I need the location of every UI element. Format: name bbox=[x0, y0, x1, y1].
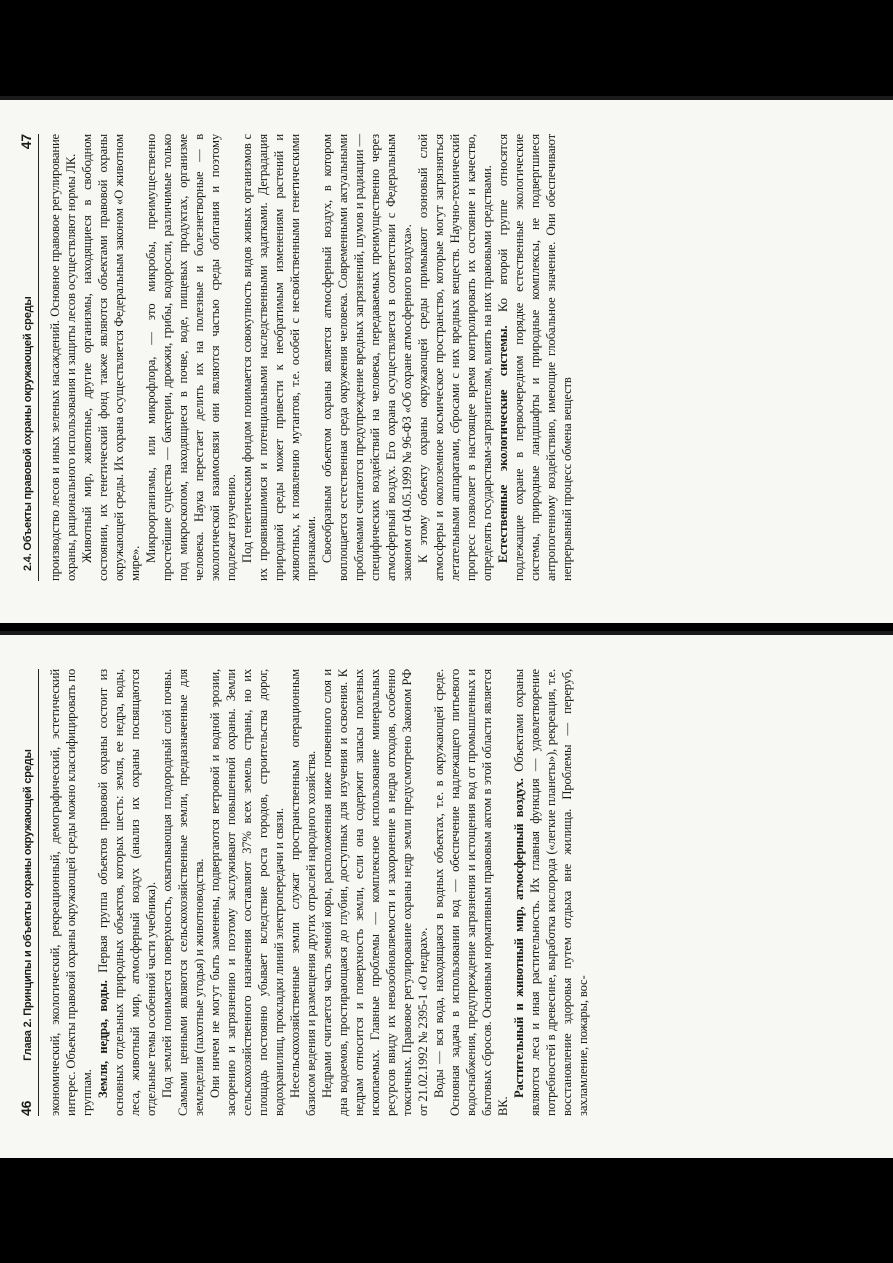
page-number: 47 bbox=[18, 134, 34, 150]
page-46 bbox=[0, 635, 893, 1158]
running-head-title: Глава 2. Принципы и объекты охраны окружающей среды bbox=[22, 749, 34, 1061]
paragraph-text: Первая группа объектов правовой охраны состоит из основных отдельных природных объектов, которых шесть: земля, ее недра, воды, леса, животный мир, атмосферный воздух (анализ их охраны посвящаются отдельные темы особенной части учебника). bbox=[96, 669, 158, 1116]
paragraph bbox=[239, 134, 319, 581]
paragraph bbox=[319, 134, 415, 581]
paragraph bbox=[143, 134, 239, 581]
paragraph-text: Под генетическим фондом понимается совокупность видов живых организмов с их проявившимися и потенциальными наследственными задатками. Деградация природной среды может привести к необратимым изменениям растений и животных, к появлению мутантов, т.е. особей с несвойственными генетическими признаками. bbox=[240, 134, 318, 581]
paragraph-text: Объектами охраны являются леса и иная растительность. Их главная функция — удовлетворение потребностей в древесине, выработка кислорода («легкие планеты»), рекреация, т.е. восстановление здоровья путем отдыха вне жилища. Проблемы — переруб, захламление, пожары, вос- bbox=[512, 669, 590, 1116]
paragraph-text: Они ничем не могут быть заменены, подвергаются ветровой и водной эрозии, засорению и загрязнению и поэтому заслуживают повышенной охраны. Земли сельскохозяйственного назначения составляют 37% всех земель страны, но их площадь постоянно убывает вследствие роста городов, строительства дорог, водохранилищ, прокладки линий электропередачи и связи. bbox=[208, 669, 286, 1116]
paragraph-text: производство лесов и иных зеленых насаждений. Основное правовое регулирование охраны, рационального использования и защиты лесов осуществляют нормы ЛК. bbox=[48, 134, 78, 581]
paragraph-text: Животный мир, животные, другие организмы, находящиеся в свободном состоянии, их генетический фонд также являются объектами правовой охраны окружающей среды. Их охрана осуществляется Федеральным законом «О животном мире». bbox=[80, 134, 142, 581]
paragraph bbox=[287, 669, 319, 1116]
paragraph bbox=[79, 134, 143, 581]
page-47 bbox=[0, 100, 893, 623]
paragraph-text: Ко второй группе относятся подлежащие охране в первоочередном порядке естественные экологические системы, природные ландшафты и природные комплексы, не подвергшиеся антропогенному воздействию, имеющие глобальное значение. Они обеспечивают непрерывный процесс обмена веществ bbox=[496, 134, 574, 581]
body-text bbox=[47, 134, 575, 581]
paragraph-text: Под землей понимается поверхность, охватывающая плодородный слой почвы. Самыми ценными являются сельскохозяйственные земли, предназначенные для земледелия (пахотные угодья) и животноводства. bbox=[160, 669, 206, 1116]
running-head bbox=[18, 669, 39, 1116]
paragraph bbox=[207, 669, 287, 1116]
paragraph-text: Несельскохозяйственные земли служат пространственным операционным базисом ведения и размещения других отраслей народного хозяйства. bbox=[288, 669, 318, 1116]
paragraph bbox=[415, 134, 495, 581]
page-number: 46 bbox=[18, 1100, 34, 1116]
paragraph bbox=[319, 669, 431, 1116]
paragraph bbox=[511, 669, 591, 1116]
paragraph-text: Недрами считается часть земной коры, расположенная ниже почвенного слоя и дна водоемов, простирающаяся до глубин, доступных для изучения и освоения. К недрам относится и поверхность земли, если она содержит запасы полезных ископаемых. Главные проблемы — комплексное использование минеральных ресурсов ввиду их невозобновляемости и захоронение в недра отходов, особенно токсичных. Правовое регулирование охраны недр земли предусмотрено Законом РФ от 21.02.1992 № 2395-1 «О недрах». bbox=[320, 669, 430, 1116]
paragraph-text: К этому объекту охраны окружающей среды примыкают озоновый слой атмосферы и околоземное космическое пространство, которые могут загрязняться летательными аппаратами, сбросами с них вредных веществ. Научно-технический прогресс позволяет в настоящее время контролировать их состояние и качество, определять государствам-загрязнителям, влиять на них правовыми средствами. bbox=[416, 134, 494, 581]
paragraph-lead: Естественные экологические системы. bbox=[496, 325, 510, 563]
paragraph-text: Микроорганизмы, или микрофлора, — это микробы, преимущественно простейшие существа — бактерии, дрожжи, грибы, водоросли, различимые только под микроскопом, находящиеся в почве, воде, пищевых продуктах, организме человека. Наука перестает делить их на полезные и болезнетворные — в экологической взаимосвязи они являются частью среды обитания и поэтому подлежат изучению. bbox=[144, 134, 238, 581]
paragraph bbox=[47, 669, 95, 1116]
paragraph-text: Своеобразным объектом охраны является атмосферный воздух, в котором воплощается естественная среда окружения человека. Современными актуальными проблемами считаются предупреждение вредных загрязнений, шумов и радиации — специфических воздействий на человека, передаваемых преимущественно через атмосферный воздух. Его охрана осуществляется в соответствии с Федеральным законом от 04.05.1999 № 96-ФЗ «Об охране атмосферного воздуха». bbox=[320, 134, 414, 581]
paragraph bbox=[95, 669, 159, 1116]
running-head bbox=[18, 134, 39, 581]
paragraph-lead: Земля, недра, воды. bbox=[96, 980, 110, 1098]
paragraph-text: экономический, экологический, рекреационный, демографический, эстетический интерес. Объекты правовой охраны окружающей среды можно классифицировать по группам. bbox=[48, 669, 94, 1116]
paragraph bbox=[431, 669, 511, 1116]
paragraph-lead: Растительный и животный мир, атмосферный воздух. bbox=[512, 778, 526, 1098]
running-head-title: 2.4. Объекты правовой охраны окружающей среды bbox=[22, 296, 34, 571]
paragraph-text: Воды — вся вода, находящаяся в водных объектах, т.е. в окружающей среде. Основная задача в использовании вод — обеспечение надлежащего питьевого водоснабжения, предупреждение загрязнения и истощения вод от промышленных и бытовых сбросов. Основным нормативным правовым актом в этой области является ВК. bbox=[432, 669, 510, 1116]
body-text bbox=[47, 669, 591, 1116]
paragraph bbox=[495, 134, 575, 581]
paragraph bbox=[47, 134, 79, 581]
paragraph bbox=[159, 669, 207, 1116]
page-47-content bbox=[0, 100, 893, 623]
page-46-content bbox=[0, 635, 893, 1158]
